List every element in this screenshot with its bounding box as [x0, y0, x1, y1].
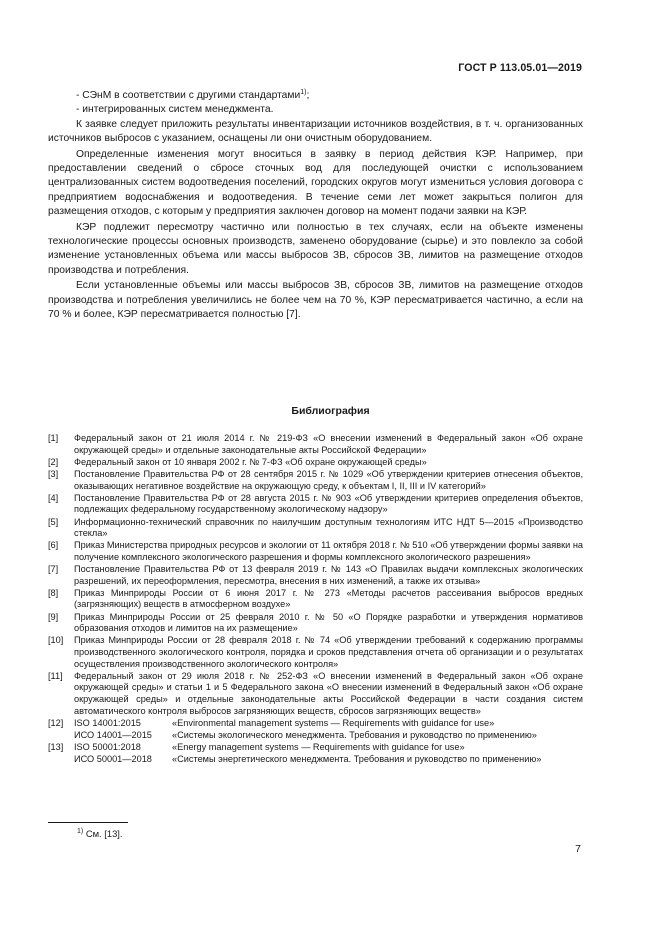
bib-number: [5] [48, 516, 59, 527]
standard-code: ISO 50001:2018 [74, 742, 141, 753]
bib-item [48, 588, 583, 611]
dash-item: - СЭнМ в соответствии с другими стандартами$^{1)}$; [76, 89, 310, 101]
bib-number [48, 730, 74, 742]
standard-code: ИСО 50001—2018 [74, 754, 152, 765]
bib-text: Приказ Минприроды России от 6 июня 2017 г. № 273 «Методы расчетов рассеивания выбросов вредных (загрязняющих) веществ в атмосферном воздухе» [74, 587, 583, 610]
bib-text: Постановление Правительства РФ от 28 августа 2015 г. № 903 «Об утверждении критериев определения объектов, подлежащих федеральному государственному экологическому надзору» [74, 492, 583, 515]
bib-item [48, 469, 583, 492]
bib-text: Федеральный закон от 10 января 2002 г. № 7-ФЗ «Об охране окружающей среды» [74, 456, 427, 467]
bib-standard-item [48, 754, 583, 766]
bib-number: [1] [48, 433, 59, 443]
bibliography-title: Библиография [291, 405, 370, 417]
bib-text: Постановление Правительства РФ от 28 сентября 2015 г. № 1029 «Об утверждении критериев отнесения объектов, оказывающих негативное воздействие на окружающую среду, к объектам I, II, III и IV категорий» [74, 468, 583, 491]
bib-text: Приказ Минприроды России от 28 февраля 2018 г. № 74 «Об утверждении требований к содержанию программы производственного экологического контроля, порядка и сроков представления отчета об организации и о результатах осуществления производственного экологического контроля» [74, 635, 583, 669]
bib-number: [12] [48, 717, 64, 728]
bib-number: [6] [48, 540, 59, 551]
standard-title: «Environmental management systems — Requirements with guidance for use» [172, 717, 495, 728]
bib-item [48, 493, 583, 516]
bib-item [48, 517, 583, 540]
footnote [77, 828, 123, 839]
bib-number: [2] [48, 456, 59, 467]
bib-standard-item [48, 718, 583, 730]
footnote-marker: 1) [77, 828, 84, 835]
bib-item [48, 433, 583, 456]
bibliography-list [48, 433, 583, 767]
standard-title: «Системы энергетического менеджмента. Требования и руководство по применению» [172, 754, 542, 765]
body-text [48, 89, 583, 323]
paragraph: К заявке следует приложить результаты инвентаризации источников воздействия, в т. ч. организованных источников выбросов с указанием, оснащены ли они очистным оборудованием. [48, 118, 583, 145]
bib-item [48, 457, 583, 469]
bib-number: [13] [48, 742, 64, 753]
bib-number: [8] [48, 587, 59, 598]
standard-title: «Energy management systems — Requirements with guidance for use» [172, 742, 465, 753]
bib-item [48, 564, 583, 587]
bib-text: Приказ Минприроды России от 25 февраля 2010 г. № 50 «О Порядке разработки и утверждения нормативов образования отходов и лимитов на их размещение» [74, 611, 583, 634]
bib-standard-item [48, 742, 583, 754]
bib-text: Федеральный закон от 29 июля 2018 г. № 252-ФЗ «О внесении изменений в Федеральный закон «Об охране окружающей среды» и статьи 1 и 5 Федерального закона «О внесении изменений в Федеральный закон «Об охране окружающей среды» и отдельные законодательные акты Российской Федерации в части создания систем автоматического контроля выбросов загрязняющих веществ, сбросов загрязняющих веществ» [74, 670, 583, 716]
bib-standard-item [48, 730, 583, 742]
bib-text: Федеральный закон от 21 июля 2014 г. № 219-ФЗ «О внесении изменений в Федеральный закон «Об охране окружающей среды» и отдельные законодательные акты Российской Федерации» [74, 433, 583, 455]
dash-item: - интегрированных систем менеджмента. [76, 104, 274, 116]
paragraph: КЭР подлежит пересмотру частично или полностью в тех случаях, если на объекте изменены технологические процессы основных производств, заменено оборудование (сырье) и это повлекло за собой изменение установленных объема или массы выбросов ЗВ, сбросов ЗВ, лимитов на размещение отходов производства и потребления. [48, 221, 583, 276]
bib-item [48, 612, 583, 635]
standard-id-header: ГОСТ Р 113.05.01—2019 [458, 62, 582, 74]
footnote-ref: 1) [300, 89, 307, 96]
bib-item [48, 671, 583, 717]
paragraph: Определенные изменения могут вноситься в заявку в период действия КЭР. Например, при предоставлении сведений о сбросе сточных вод для последующей очистки с использованием централизованных систем водоотведения поселений, городских округов могут измениться условия договора с предприятием водоснабжения и водоотведения. В течение семи лет может закрыться полигон для размещения отходов, с которым у предприятия заключен договор на момент подачи заявки на КЭР. [48, 148, 583, 218]
bib-number: [4] [48, 492, 59, 503]
bib-number: [9] [48, 611, 59, 622]
bib-item [48, 635, 583, 670]
bib-number: [11] [48, 670, 63, 681]
paragraph: Если установленные объемы или массы выбросов ЗВ, сбросов ЗВ, лимитов на размещение отходов производства и потребления увеличились не более чем на 70 %, КЭР пересматривается частично, а если на 70 % и более, КЭР пересматривается полностью [7]. [48, 280, 583, 321]
bib-number: [10] [48, 635, 64, 646]
footnote-text: См. [13]. [85, 828, 123, 839]
standard-title: «Системы экологического менеджмента. Требования и руководство по применению» [172, 729, 537, 740]
bib-text: Постановление Правительства РФ от 13 февраля 2019 г. № 143 «О Правилах выдачи комплексных экологических разрешений, их переоформления, пересмотра, внесения в них изменений, а также их отзыва» [74, 564, 583, 586]
page-number: 7 [575, 843, 581, 855]
standard-code: ИСО 14001—2015 [74, 729, 152, 740]
bib-text: Информационно-технический справочник по наилучшим доступным технологиям ИТС НДТ 5—2015 «Производство стекла» [74, 516, 583, 539]
bib-number: [7] [48, 564, 59, 575]
bib-number [48, 754, 74, 766]
footnote-divider [48, 822, 128, 823]
bib-item [48, 540, 583, 563]
bib-text: Приказ Министерства природных ресурсов и экологии от 11 октября 2018 г. № 510 «Об утверждении формы заявки на получение комплексного экологического разрешения и формы комплексного экологического разрешения» [74, 540, 583, 562]
standard-code: ISO 14001:2015 [74, 717, 141, 728]
bib-number: [3] [48, 468, 59, 479]
